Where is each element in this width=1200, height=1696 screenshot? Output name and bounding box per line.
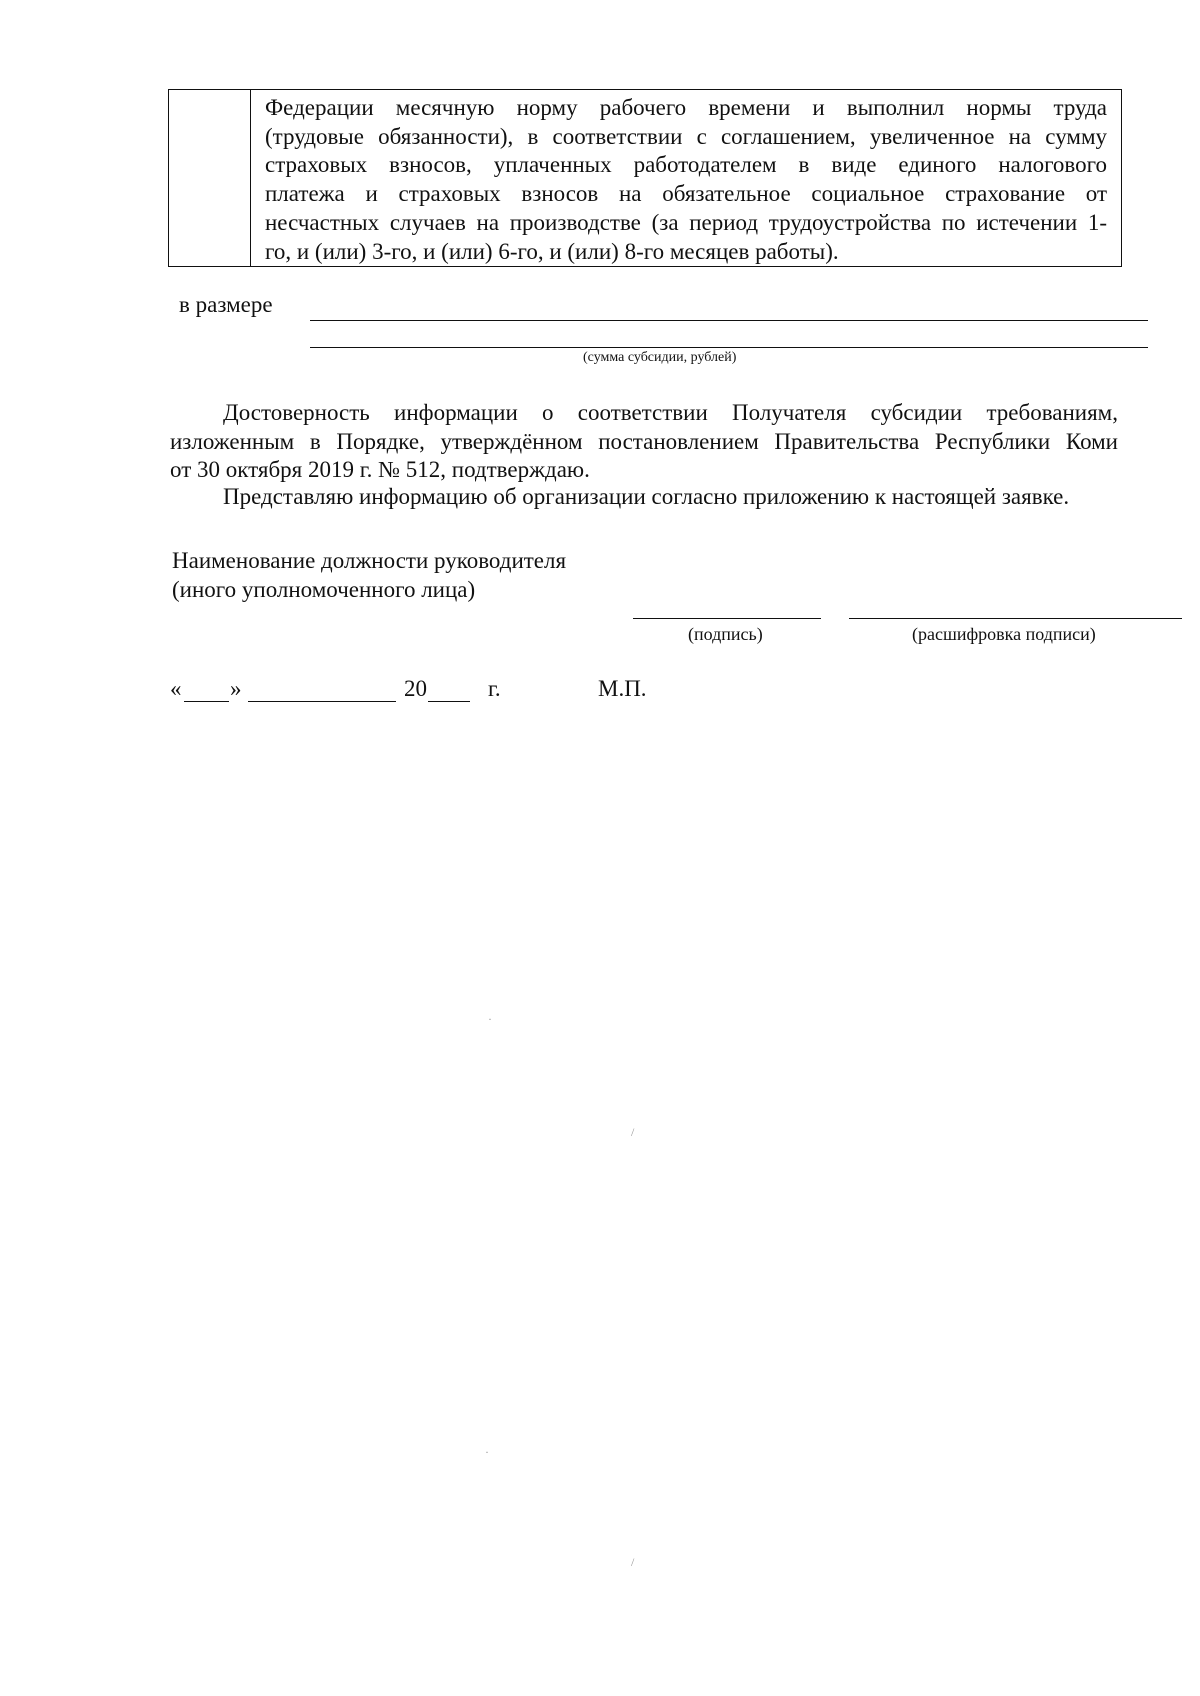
day-fill-line — [184, 701, 229, 702]
table-text-line: (трудовые обязанности), в соответствии с соглашением, увеличенное на сумму — [265, 123, 1107, 149]
table-continuation — [168, 89, 1122, 267]
paragraph-line: Достоверность информации о соответствии Получателя субсидии требованиям, — [223, 400, 1118, 425]
paragraph-line: Представляю информацию об организации согласно приложению к настоящей заявке. — [223, 484, 1070, 509]
paragraph-line: изложенным в Порядке, утверждённом постановлением Правительства Республики Коми — [170, 428, 1118, 454]
paragraph-line: от 30 октября 2019 г. № 512, подтверждаю. — [170, 457, 590, 483]
amount-fill-line-2 — [310, 347, 1148, 348]
amount-label: в размере — [179, 292, 273, 317]
date-close-quote: » — [230, 676, 242, 701]
signature-line — [633, 618, 821, 619]
table-text-line: несчастных случаев на производстве (за период трудоустройства по истечении 1- — [265, 209, 1107, 235]
date-open-quote: « — [170, 676, 182, 701]
table-text-line: страховых взносов, уплаченных работодателем в виде единого налогового — [265, 152, 1107, 178]
scan-speck: · — [488, 1012, 492, 1026]
year-suffix: г. — [488, 676, 501, 701]
year-fill-line — [428, 701, 470, 702]
signature-decoding-line — [849, 618, 1182, 619]
year-prefix: 20 — [404, 676, 427, 701]
confirmation-paragraph — [170, 399, 1118, 485]
position-title-line1: Наименование должности руководителя — [172, 548, 567, 573]
table-number-cell — [169, 90, 251, 266]
stamp-place: М.П. — [598, 676, 647, 701]
scan-speck: / — [631, 1125, 635, 1139]
info-paragraph — [170, 483, 1118, 512]
date-row — [170, 676, 670, 706]
scan-speck: · — [485, 1445, 489, 1459]
table-text-line: го, и (или) 3-го, и (или) 6-го, и (или) 8-го месяцев работы). — [265, 238, 839, 264]
amount-caption: (сумма субсидии, рублей) — [583, 350, 737, 365]
month-fill-line — [248, 701, 396, 702]
table-text-cell — [265, 94, 1107, 266]
position-title-line2: (иного уполномоченного лица) — [172, 577, 476, 602]
signature-decoding-caption: (расшифровка подписи) — [912, 624, 1096, 644]
scan-speck: / — [631, 1555, 635, 1569]
table-text-line: Федерации месячную норму рабочего времени и выполнил нормы труда — [265, 95, 1107, 120]
table-text-line: платежа и страховых взносов на обязательное социальное страхование от — [265, 181, 1107, 207]
amount-fill-line — [310, 320, 1148, 321]
signature-caption: (подпись) — [688, 624, 763, 644]
